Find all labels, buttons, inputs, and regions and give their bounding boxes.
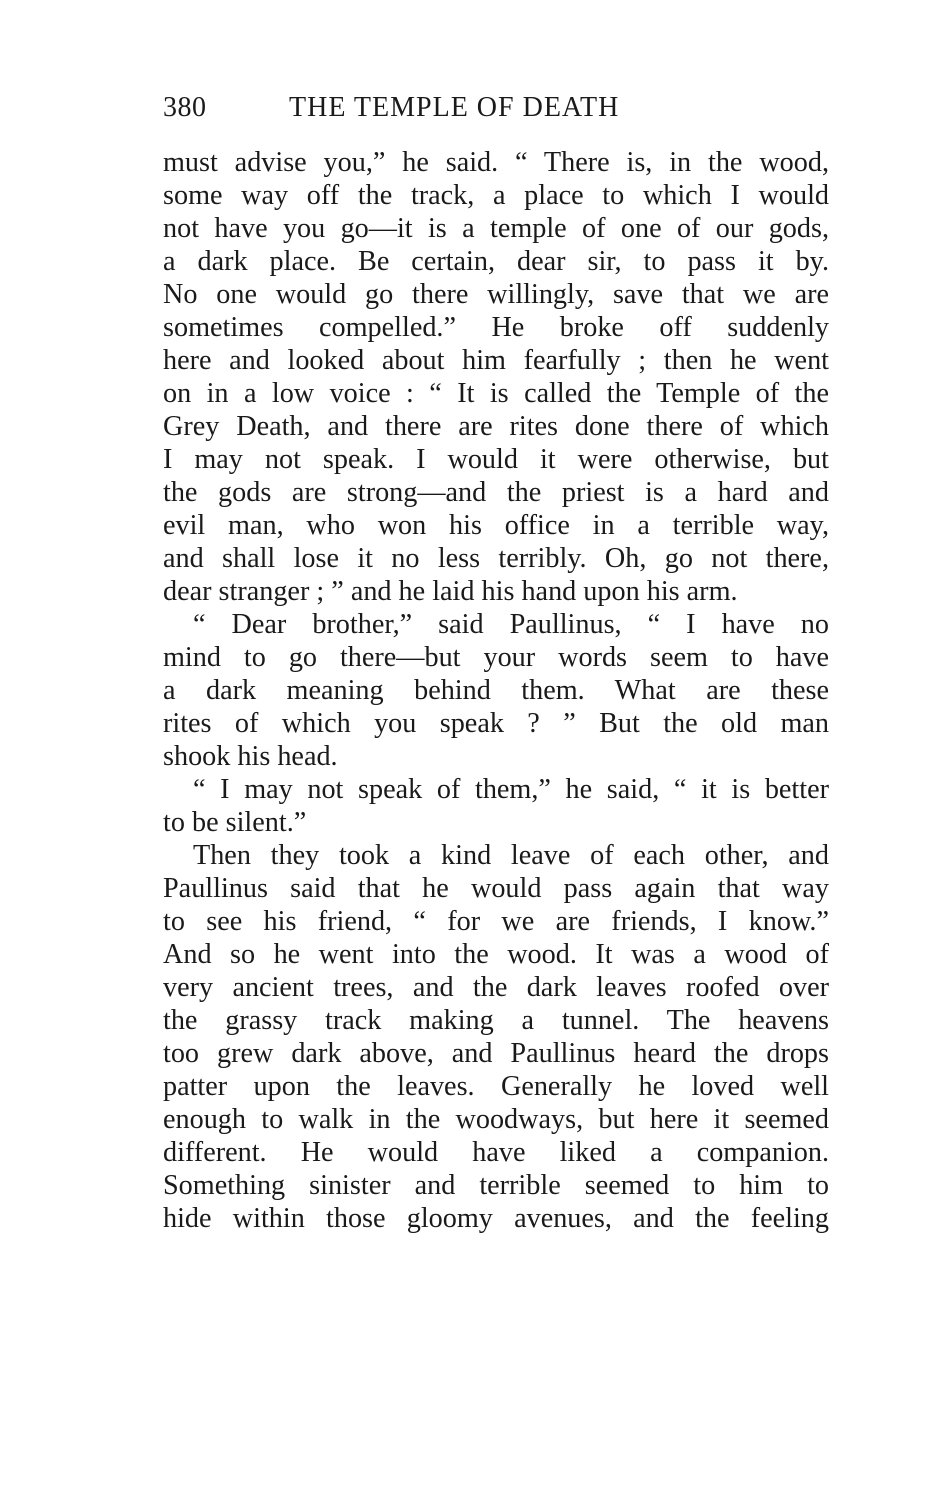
text-line: Paullinus said that he would pass again that way (163, 873, 829, 904)
text-line: Something sinister and terrible seemed to him to (163, 1170, 829, 1201)
text-line: “ Dear brother,” said Paullinus, “ I have no (193, 609, 829, 640)
text-line: enough to walk in the woodways, but here it seemed (163, 1104, 829, 1135)
book-page (163, 88, 829, 1235)
paragraph (163, 773, 829, 839)
text-line: to see his friend, “ for we are friends, I know.” (163, 906, 829, 937)
text-line: the grassy track making a tunnel. The heavens (163, 1005, 829, 1036)
text-line: Grey Death, and there are rites done there of which (163, 411, 829, 442)
text-line: No one would go there willingly, save that we are (163, 279, 829, 310)
paragraph (163, 839, 829, 1235)
text-line: must advise you,” he said. “ There is, in the wood, (163, 147, 829, 178)
body-text (163, 146, 829, 1235)
text-line: on in a low voice : “ It is called the Temple of the (163, 378, 829, 409)
text-line: and shall lose it no less terribly. Oh, go not there, (163, 543, 829, 574)
text-line: different. He would have liked a companion. (163, 1137, 829, 1168)
text-line: very ancient trees, and the dark leaves roofed over (163, 972, 829, 1003)
text-line: rites of which you speak ? ” But the old man (163, 708, 829, 739)
text-line: a dark place. Be certain, dear sir, to pass it by. (163, 246, 829, 277)
text-line: sometimes compelled.” He broke off suddenly (163, 312, 829, 343)
paragraph (163, 608, 829, 773)
text-line: a dark meaning behind them. What are these (163, 675, 829, 706)
text-line: dear stranger ; ” and he laid his hand upon his arm. (163, 576, 738, 607)
text-line: shook his head. (163, 741, 338, 772)
text-line: too grew dark above, and Paullinus heard the drops (163, 1038, 829, 1069)
text-line: hide within those gloomy avenues, and the feeling (163, 1203, 829, 1234)
text-line: And so he went into the wood. It was a wood of (163, 939, 829, 970)
text-line: “ I may not speak of them,” he said, “ it is better (193, 774, 829, 805)
text-line: the gods are strong—and the priest is a hard and (163, 477, 829, 508)
text-line: some way off the track, a place to which I would (163, 180, 829, 211)
text-line: mind to go there—but your words seem to have (163, 642, 829, 673)
text-line: patter upon the leaves. Generally he loved well (163, 1071, 829, 1102)
text-line: Then they took a kind leave of each other, and (193, 840, 829, 871)
running-header (163, 88, 829, 128)
paragraph (163, 146, 829, 608)
text-line: evil man, who won his office in a terrible way, (163, 510, 829, 541)
text-line: here and looked about him fearfully ; then he went (163, 345, 829, 376)
text-line: to be silent.” (163, 807, 307, 838)
page-number: 380 (163, 92, 207, 123)
text-line: not have you go—it is a temple of one of our gods, (163, 213, 829, 244)
running-title: THE TEMPLE OF DEATH (289, 92, 620, 123)
text-line: I may not speak. I would it were otherwise, but (163, 444, 829, 475)
